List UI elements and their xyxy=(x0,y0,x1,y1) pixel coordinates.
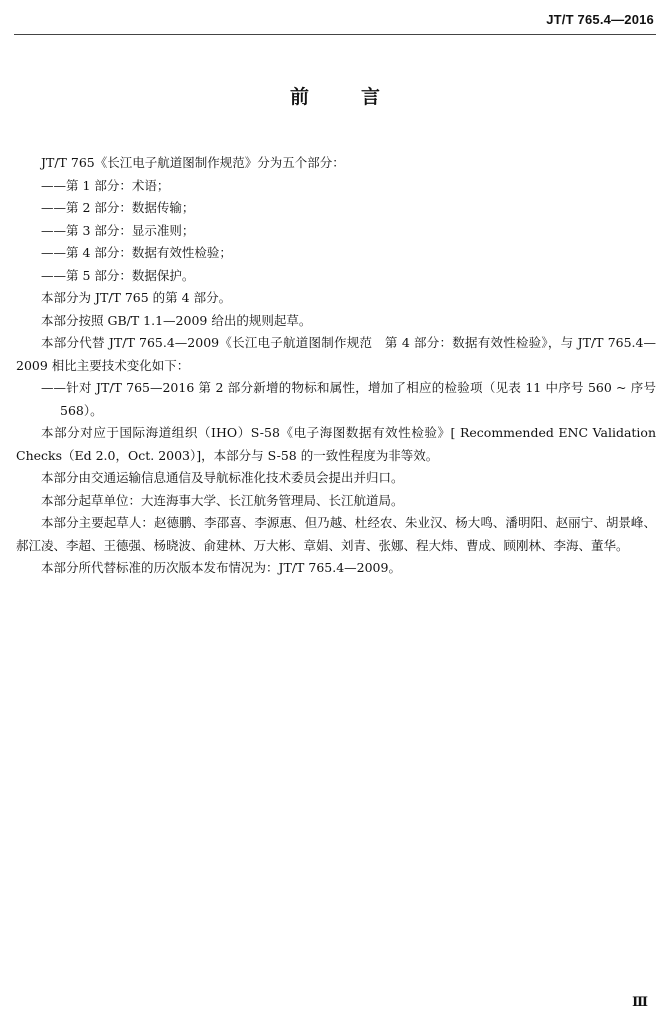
paragraph-proposer: 本部分由交通运输信息通信及导航标准化技术委员会提出并归口。 xyxy=(41,470,404,485)
list-item-part2: ——第 2 部分：数据传输； xyxy=(41,200,195,215)
standard-code: JT/T 765.4—2016 xyxy=(546,12,654,27)
paragraph-iho-correspondence: 本部分对应于国际海道组织（IHO）S-58《电子海图数据有效性检验》[ Recommended ENC Validation Checks（Ed 2.0，Oct. 2003）]，本部分与 S-58 的一致性程度为非等效。 xyxy=(16,425,656,463)
paragraph-drafting-units: 本部分起草单位：大连海事大学、长江航务管理局、长江航道局。 xyxy=(41,492,404,508)
list-item-part5: ——第 5 部分：数据保护。 xyxy=(41,267,195,283)
header-rule xyxy=(14,34,656,35)
list-item-change: ——针对 JT/T 765—2016 第 2 部分新增的物标和属性，增加了相应的检验项（见表 11 中序号 560 ~ 序号 568）。 xyxy=(41,380,656,418)
page-title-part1: 前 xyxy=(289,86,309,108)
paragraph-part-statement: 本部分为 JT/T 765 的第 4 部分。 xyxy=(41,290,232,305)
list-item-part4: ——第 4 部分：数据有效性检验； xyxy=(41,245,232,260)
list-item-part1: ——第 1 部分：术语； xyxy=(41,177,170,193)
paragraph-version-history: 本部分所代替标准的历次版本发布情况为：JT/T 765.4—2009。 xyxy=(41,560,401,575)
page-number: Ⅲ xyxy=(632,995,648,1010)
list-item-part3: ——第 3 部分：显示准则； xyxy=(41,222,195,238)
paragraph-drafting-rules: 本部分按照 GB/T 1.1—2009 给出的规则起草。 xyxy=(41,312,312,328)
page-title xyxy=(0,82,670,109)
page-title-part2: 言 xyxy=(361,86,381,108)
paragraph-drafters: 本部分主要起草人：赵德鹏、李邵喜、李源惠、但乃越、杜经农、朱业汉、杨大鸣、潘明阳、赵丽宁、胡景峰、郝江凌、李超、王德强、杨晓波、俞建林、万大彬、章娟、刘青、张娜、程大炜、曹成、顾刚林、李海、董华。 xyxy=(16,515,656,553)
paragraph-replacement: 本部分代替 JT/T 765.4—2009《长江电子航道图制作规范 第 4 部分：数据有效性检验》，与 JT/T 765.4—2009 相比主要技术变化如下： xyxy=(16,335,656,373)
intro-paragraph: JT/T 765《长江电子航道图制作规范》分为五个部分： xyxy=(41,155,345,170)
document-body xyxy=(16,152,656,580)
